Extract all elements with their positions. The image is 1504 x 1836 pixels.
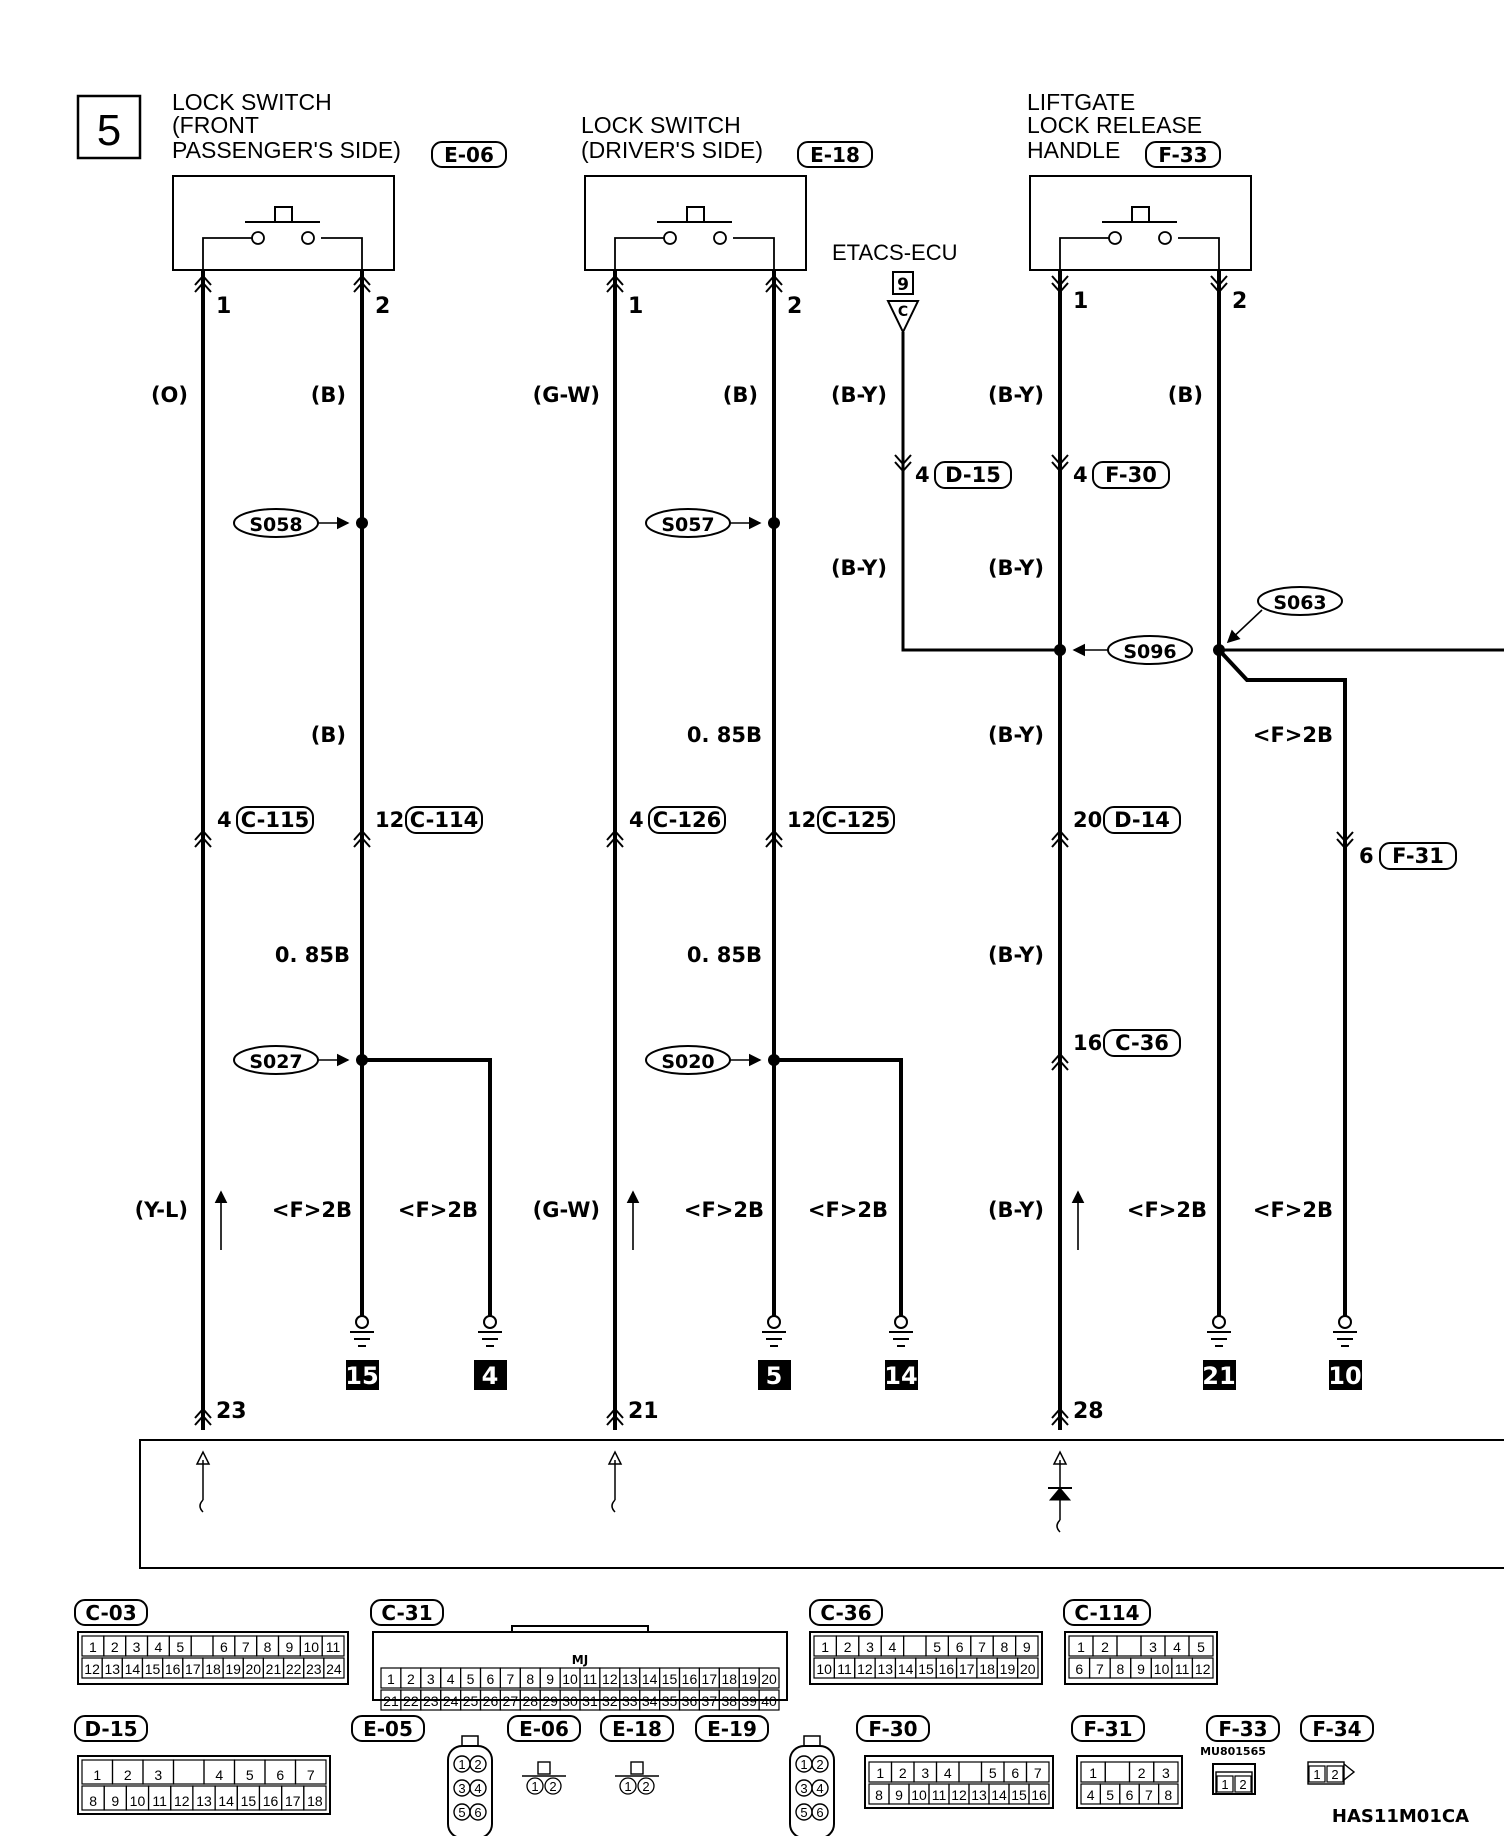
wire-color-f2b-3: <F>2B	[397, 1198, 478, 1222]
connector-pin-number: 1	[531, 1779, 539, 1794]
inline-conn-c115: C-115	[240, 808, 310, 832]
connector-pin-number: 17	[958, 1661, 975, 1677]
connector-f34-small	[1308, 1762, 1354, 1784]
connector-pin-number: 12	[602, 1671, 618, 1687]
wire-color-f2b-1: <F>2B	[1252, 723, 1333, 747]
connector-pin-number: 32	[602, 1693, 618, 1709]
connector-pin-number: 20	[1020, 1661, 1036, 1677]
splice-label-s058: S058	[249, 514, 303, 536]
connector-pin-number: 28	[522, 1693, 539, 1709]
page-number: 5	[96, 106, 122, 155]
connector-label-f33: F-33	[1158, 143, 1208, 167]
connector-pin-number: 3	[426, 1671, 435, 1687]
connector-pin-number: 7	[506, 1671, 515, 1687]
figure-code: HAS11M01CA	[1331, 1806, 1469, 1827]
wire-color-by-5: (B-Y)	[987, 723, 1044, 747]
connector-pin-number: 1	[93, 1767, 102, 1783]
inline-pin-c125: 12	[787, 808, 817, 832]
connector-d15-row1	[82, 1760, 326, 1784]
connector-pin-number: 12	[951, 1787, 967, 1803]
connector-pin-number: 2	[642, 1779, 650, 1794]
connector-pin-number: 16	[164, 1661, 181, 1677]
connector-pin-number: 17	[701, 1671, 718, 1687]
connector-pin-number: 22	[285, 1661, 302, 1677]
inline-conn-c114: C-114	[409, 808, 479, 832]
connector-pin-number: 30	[562, 1693, 578, 1709]
splice-label-s063: S063	[1273, 592, 1327, 614]
svg-text:LIFTGATE: LIFTGATE	[1027, 89, 1136, 115]
connector-pin-number: 1	[800, 1757, 808, 1772]
connector-pin-number: 2	[1331, 1767, 1339, 1782]
wire-color-f2b-4: <F>2B	[683, 1198, 764, 1222]
connector-c36-row1	[814, 1636, 1038, 1656]
connector-pin-number: 12	[174, 1793, 190, 1809]
etacs-ecu-box	[140, 1440, 1504, 1568]
connector-pin-number: 2	[816, 1757, 824, 1772]
connector-pin-number: 4	[215, 1767, 224, 1783]
connector-pin-number: 27	[502, 1693, 519, 1709]
connector-view-label-e05: E-05	[363, 1717, 413, 1741]
connector-pin-number: 6	[1125, 1787, 1134, 1803]
connector-pin-number: 14	[897, 1661, 914, 1677]
inline-pin-d14: 20	[1073, 808, 1103, 832]
inline-pin-c126: 4	[629, 808, 644, 832]
connector-pin-number: 16	[938, 1661, 955, 1677]
connector-pin-number: 2	[406, 1671, 415, 1687]
connector-pin-number: 12	[84, 1661, 100, 1677]
connector-pin-number: 11	[931, 1787, 947, 1803]
connector-pin-number: 2	[549, 1779, 557, 1794]
inline-conn-c126: C-126	[652, 808, 722, 832]
connector-label-e18: E-18	[810, 143, 860, 167]
wire-color-b-3: (B)	[1167, 383, 1203, 407]
connector-pin-number: 10	[303, 1639, 320, 1655]
connector-pin-number: 11	[582, 1671, 598, 1687]
connector-pin-number: 24	[326, 1661, 342, 1677]
connector-c03-row2	[82, 1658, 344, 1678]
connector-pin-number: 16	[681, 1671, 698, 1687]
inline-pin-f31: 6	[1359, 844, 1374, 868]
inline-pin-f30: 4	[1073, 463, 1088, 487]
wire-color-b-4: (B)	[310, 723, 346, 747]
connector-pin-number: 1	[458, 1757, 466, 1772]
pin-liftgate-2: 2	[1232, 289, 1248, 314]
ground-number-15: 15	[345, 1362, 379, 1390]
connector-view-label-f33: F-33	[1218, 1717, 1268, 1741]
wire-color-b-1: (B)	[310, 383, 346, 407]
connector-pin-number: 22	[403, 1693, 419, 1709]
svg-text:LOCK SWITCH: LOCK SWITCH	[581, 112, 741, 138]
connector-pin-number: 5	[933, 1639, 942, 1655]
connector-pin-number: 8	[89, 1793, 97, 1809]
connector-pin-number: 8	[875, 1787, 883, 1803]
inline-conn-d15: D-15	[945, 463, 1001, 487]
connector-pin-number: 6	[1075, 1661, 1084, 1677]
connector-view-label-f31: F-31	[1083, 1717, 1133, 1741]
connector-pin-number: 7	[1095, 1661, 1104, 1677]
connector-pin-number: 16	[1031, 1787, 1047, 1803]
connector-view-label-c03: C-03	[85, 1601, 137, 1625]
connector-e05-round	[448, 1736, 492, 1836]
connector-pin-number: 17	[284, 1793, 301, 1809]
connector-pin-number: 11	[837, 1661, 852, 1677]
connector-pin-number: 29	[542, 1693, 558, 1709]
connector-pin-number: 6	[486, 1671, 495, 1687]
lock-switch-driver	[585, 176, 806, 270]
connector-view-label-d15: D-15	[84, 1717, 138, 1741]
connector-pin-number: 10	[562, 1671, 578, 1687]
ground-number-10: 10	[1328, 1362, 1362, 1390]
connector-view-label-e19: E-19	[707, 1717, 757, 1741]
connector-pin-number: 9	[895, 1787, 903, 1803]
lock-switch-driver-title	[581, 112, 763, 163]
connector-pin-number: 1	[624, 1779, 632, 1794]
wire-color-yl: (Y-L)	[134, 1198, 188, 1222]
connector-pin-number: 7	[241, 1639, 250, 1655]
ground-number-5: 5	[765, 1362, 783, 1390]
connector-pin-number: 18	[205, 1661, 221, 1677]
pin-driver-1: 1	[628, 294, 644, 319]
connector-pin-number: 3	[458, 1781, 466, 1796]
wire-color-085b-2: 0. 85B	[274, 943, 350, 967]
connector-pin-number: 7	[306, 1767, 315, 1783]
liftgate-handle-switch	[1030, 176, 1251, 270]
inline-pin-c114: 12	[375, 808, 405, 832]
connector-pin-number: 1	[89, 1639, 97, 1655]
connector-pin-number: 2	[843, 1639, 852, 1655]
connector-e19-round	[790, 1736, 834, 1836]
wire-color-085b-1: 0. 85B	[686, 723, 762, 747]
connector-pin-number: 8	[1000, 1639, 1009, 1655]
connector-pin-number: 24	[442, 1693, 459, 1709]
connector-pin-number: 23	[305, 1661, 322, 1677]
connector-pin-number: 4	[154, 1639, 163, 1655]
connector-pin-number: 3	[1161, 1765, 1170, 1781]
svg-text:LOCK RELEASE: LOCK RELEASE	[1027, 112, 1203, 138]
connector-pin-number: 8	[1116, 1661, 1125, 1677]
f33-part-number: MU801565	[1200, 1745, 1266, 1758]
connector-f31-row2	[1081, 1784, 1178, 1804]
connector-pin-number: 18	[307, 1793, 323, 1809]
connector-pin-number: 1	[821, 1639, 830, 1655]
connector-view-label-c114: C-114	[1074, 1601, 1140, 1625]
connector-c31-row2	[381, 1690, 779, 1710]
inline-pin-c115: 4	[217, 808, 232, 832]
connector-c36-row2	[814, 1658, 1038, 1678]
connector-pin-number: 1	[1089, 1765, 1098, 1781]
connector-latch	[804, 1736, 820, 1746]
connector-pin-number: 3	[154, 1767, 163, 1783]
inline-conn-d14: D-14	[1114, 808, 1170, 832]
pin-ecu-23: 23	[216, 1399, 247, 1424]
lock-switch-front-title	[172, 89, 401, 163]
connector-pin-number: 6	[220, 1639, 228, 1655]
wire-color-by-4: (B-Y)	[987, 556, 1044, 580]
connector-pin-number: 26	[482, 1693, 499, 1709]
connector-pin-number: 36	[681, 1693, 698, 1709]
connector-pin-number: 2	[123, 1767, 132, 1783]
wires	[203, 270, 1504, 1430]
connector-cell	[1105, 1762, 1129, 1782]
connector-pin-number: 10	[1153, 1661, 1170, 1677]
connector-pin-number: 11	[1174, 1661, 1190, 1677]
connector-pin-number: 5	[176, 1639, 185, 1655]
connector-pin-number: 20	[761, 1671, 777, 1687]
connector-pin-number: 11	[325, 1639, 341, 1655]
connector-f33-small	[1216, 1772, 1252, 1794]
connector-pin-number: 1	[1313, 1767, 1321, 1782]
pin-ecu-28: 28	[1073, 1399, 1104, 1424]
connector-pin-number: 5	[988, 1765, 997, 1781]
wire-color-f2b-6: <F>2B	[1126, 1198, 1207, 1222]
connector-c31-row1	[381, 1668, 779, 1688]
connector-pin-number: 2	[898, 1765, 907, 1781]
connector-e06-small	[522, 1762, 566, 1794]
connector-pin-number: 9	[285, 1639, 294, 1655]
connector-pin-number: 13	[971, 1787, 987, 1803]
connector-view-label-f34: F-34	[1312, 1717, 1362, 1741]
connector-pin-number: 2	[1101, 1639, 1109, 1655]
svg-text:(DRIVER'S SIDE): (DRIVER'S SIDE)	[581, 137, 764, 163]
connector-pin-number: 19	[999, 1661, 1016, 1677]
connector-pin-number: 9	[1022, 1639, 1031, 1655]
wire-color-o: (O)	[150, 383, 188, 407]
connector-pin-number: 14	[218, 1793, 234, 1809]
connector-c31-mark: MJ	[571, 1653, 589, 1667]
connector-pin-number: 15	[661, 1671, 678, 1687]
connector-pin-number: 9	[111, 1793, 120, 1809]
connector-pin-number: 14	[124, 1661, 141, 1677]
connector-c114-row1	[1069, 1636, 1213, 1656]
connector-pin-number: 3	[800, 1781, 808, 1796]
connector-pin-number: 14	[641, 1671, 658, 1687]
inline-pin-d15: 4	[915, 463, 930, 487]
connector-pin-number: 9	[546, 1671, 555, 1687]
connector-pin-number: 2	[110, 1639, 119, 1655]
connector-pin-number: 7	[1033, 1765, 1042, 1781]
connector-cell	[959, 1762, 982, 1782]
connector-pin-number: 8	[263, 1639, 272, 1655]
pin-ecu-21: 21	[628, 1399, 659, 1424]
splice-label-s020: S020	[661, 1051, 715, 1073]
wire-color-by-2: (B-Y)	[987, 383, 1044, 407]
connector-view-label-c31: C-31	[381, 1601, 433, 1625]
inline-conn-c125: C-125	[821, 808, 891, 832]
wire-color-085b-3: 0. 85B	[686, 943, 762, 967]
connector-pin-number: 37	[701, 1693, 718, 1709]
connector-pin-number: 20	[245, 1661, 262, 1677]
connector-c03-row1	[82, 1636, 344, 1656]
splice-dots	[356, 517, 1225, 1066]
connector-pin-number: 23	[422, 1693, 439, 1709]
connector-pin-number: 19	[741, 1671, 757, 1687]
wire-color-by-7: (B-Y)	[987, 1198, 1044, 1222]
connector-pin-number: 10	[816, 1661, 832, 1677]
wire-color-by-1: (B-Y)	[830, 383, 887, 407]
pin-driver-2: 2	[787, 294, 803, 319]
wire-color-gw-1: (G-W)	[532, 383, 600, 407]
connector-pin-number: 14	[991, 1787, 1007, 1803]
connector-pin-number: 10	[911, 1787, 927, 1803]
connector-pin-number: 4	[816, 1781, 824, 1796]
connector-pin-number: 4	[446, 1671, 455, 1687]
connector-pin-number: 7	[978, 1639, 986, 1655]
connector-pin-number: 17	[185, 1661, 201, 1677]
connector-pin-number: 39	[741, 1693, 757, 1709]
etacs-ref: 9	[897, 275, 909, 295]
connector-f31-row1	[1081, 1762, 1178, 1782]
connector-pin-number: 13	[877, 1661, 894, 1677]
connector-pin-number: 38	[721, 1693, 738, 1709]
connector-pin-number: 4	[474, 1781, 482, 1796]
connector-pin-number: 5	[245, 1767, 254, 1783]
ground-number-14: 14	[884, 1362, 918, 1390]
connector-pin-number: 21	[383, 1693, 399, 1709]
connector-pin-number: 9	[1137, 1661, 1145, 1677]
connector-pin-number: 11	[152, 1793, 167, 1809]
connector-latch	[538, 1762, 550, 1774]
connector-pin-number: 1	[1077, 1639, 1085, 1655]
connector-pin-number: 12	[857, 1661, 873, 1677]
connector-pin-number: 10	[129, 1793, 146, 1809]
connector-pin-number: 40	[761, 1693, 777, 1709]
connector-view-label-e18: E-18	[612, 1717, 662, 1741]
connector-pin-number: 34	[641, 1693, 658, 1709]
connector-pin-number: 13	[196, 1793, 212, 1809]
svg-text:HANDLE: HANDLE	[1027, 137, 1121, 163]
connector-pin-number: 21	[265, 1661, 282, 1677]
splice-label-s057: S057	[661, 514, 715, 536]
connector-cell	[191, 1636, 213, 1656]
wire-color-f2b-5: <F>2B	[807, 1198, 888, 1222]
connector-pin-number: 15	[240, 1793, 257, 1809]
connector-pin-number: 5	[466, 1671, 475, 1687]
connector-pin-number: 16	[262, 1793, 279, 1809]
connector-view-label-c36: C-36	[820, 1601, 872, 1625]
connector-pin-number: 2	[1239, 1777, 1247, 1792]
connector-d15-row2	[82, 1786, 326, 1810]
connector-cell	[174, 1760, 205, 1784]
connector-pin-number: 6	[955, 1639, 964, 1655]
svg-text:(FRONT: (FRONT	[172, 112, 259, 138]
svg-text:PASSENGER'S SIDE): PASSENGER'S SIDE)	[172, 137, 401, 163]
inline-pin-c36: 16	[1073, 1031, 1103, 1055]
connector-pin-number: 8	[526, 1671, 535, 1687]
wire-color-by-6: (B-Y)	[987, 943, 1044, 967]
connector-pin-number: 8	[1164, 1787, 1173, 1803]
wire-color-f2b-2: <F>2B	[271, 1198, 352, 1222]
connector-pin-number: 3	[1149, 1639, 1157, 1655]
inline-conn-f30: F-30	[1105, 463, 1157, 487]
wire-color-f2b-7: <F>2B	[1252, 1198, 1333, 1222]
connector-pin-number: 2	[1137, 1765, 1146, 1781]
connector-pin-number: 13	[621, 1671, 638, 1687]
inline-conn-c36: C-36	[1115, 1031, 1169, 1055]
connector-pin-number: 31	[582, 1693, 598, 1709]
etacs-pin: C	[897, 304, 909, 320]
connector-pin-number: 25	[462, 1693, 479, 1709]
inline-conn-f31: F-31	[1392, 844, 1444, 868]
connector-view-label-e06: E-06	[519, 1717, 569, 1741]
svg-text:LOCK SWITCH: LOCK SWITCH	[172, 89, 332, 115]
pin-front-2: 2	[375, 294, 391, 319]
connector-pin-number: 3	[921, 1765, 930, 1781]
ground-symbols	[350, 1316, 1357, 1346]
splice-label-s027: S027	[249, 1051, 303, 1073]
connector-e18-small	[615, 1762, 659, 1794]
ground-number-21: 21	[1202, 1362, 1236, 1390]
connector-pin-number: 1	[1221, 1777, 1229, 1792]
wire-color-gw-2: (G-W)	[532, 1198, 600, 1222]
connector-label-e06: E-06	[444, 143, 494, 167]
connector-pin-number: 12	[1194, 1661, 1211, 1677]
connector-cell	[904, 1636, 926, 1656]
connector-latch	[462, 1736, 478, 1746]
connector-pin-number: 5	[1106, 1787, 1114, 1803]
connector-arrow-tip	[1344, 1764, 1354, 1780]
connector-pin-number: 5	[458, 1805, 466, 1820]
connector-pin-number: 35	[661, 1693, 678, 1709]
connector-pin-number: 6	[816, 1805, 824, 1820]
connector-pin-number: 15	[1011, 1787, 1027, 1803]
connector-pin-number: 33	[621, 1693, 638, 1709]
connector-pin-number: 15	[918, 1661, 934, 1677]
connector-pin-number: 5	[1197, 1639, 1205, 1655]
connector-pin-number: 6	[1011, 1765, 1020, 1781]
connector-pin-number: 15	[144, 1661, 161, 1677]
connector-pin-number: 2	[474, 1757, 482, 1772]
connector-pin-number: 4	[888, 1639, 897, 1655]
lock-switch-front	[173, 176, 394, 270]
connector-pin-number: 7	[1145, 1787, 1153, 1803]
wire-color-by-3: (B-Y)	[830, 556, 887, 580]
connector-pin-number: 4	[943, 1765, 952, 1781]
connector-pin-number: 4	[1086, 1787, 1095, 1803]
connector-pin-number: 18	[979, 1661, 995, 1677]
splice-label-s096: S096	[1123, 641, 1177, 663]
connector-pin-number: 3	[866, 1639, 874, 1655]
connector-pin-number: 19	[225, 1661, 241, 1677]
connector-pin-number: 6	[276, 1767, 285, 1783]
connector-pin-number: 1	[387, 1671, 395, 1687]
connector-pin-number: 18	[721, 1671, 738, 1687]
connector-cell	[1117, 1636, 1141, 1656]
connector-pin-number: 13	[104, 1661, 121, 1677]
connector-view-label-f30: F-30	[868, 1717, 918, 1741]
connector-f30-row1	[869, 1762, 1049, 1782]
connector-pin-number: 4	[1173, 1639, 1181, 1655]
connector-f30-row2	[869, 1784, 1049, 1804]
etacs-label: ETACS-ECU	[832, 240, 958, 265]
wire-color-b-2: (B)	[722, 383, 758, 407]
connector-pin-number: 1	[876, 1765, 885, 1781]
connector-latch	[631, 1762, 643, 1774]
pin-front-1: 1	[216, 294, 232, 319]
connector-pin-number: 5	[800, 1805, 808, 1820]
connector-c114-row2	[1069, 1658, 1213, 1678]
ground-number-4: 4	[481, 1362, 499, 1390]
connector-pin-number: 3	[132, 1639, 141, 1655]
connector-pin-number: 6	[474, 1805, 482, 1820]
pin-liftgate-1: 1	[1073, 289, 1089, 314]
